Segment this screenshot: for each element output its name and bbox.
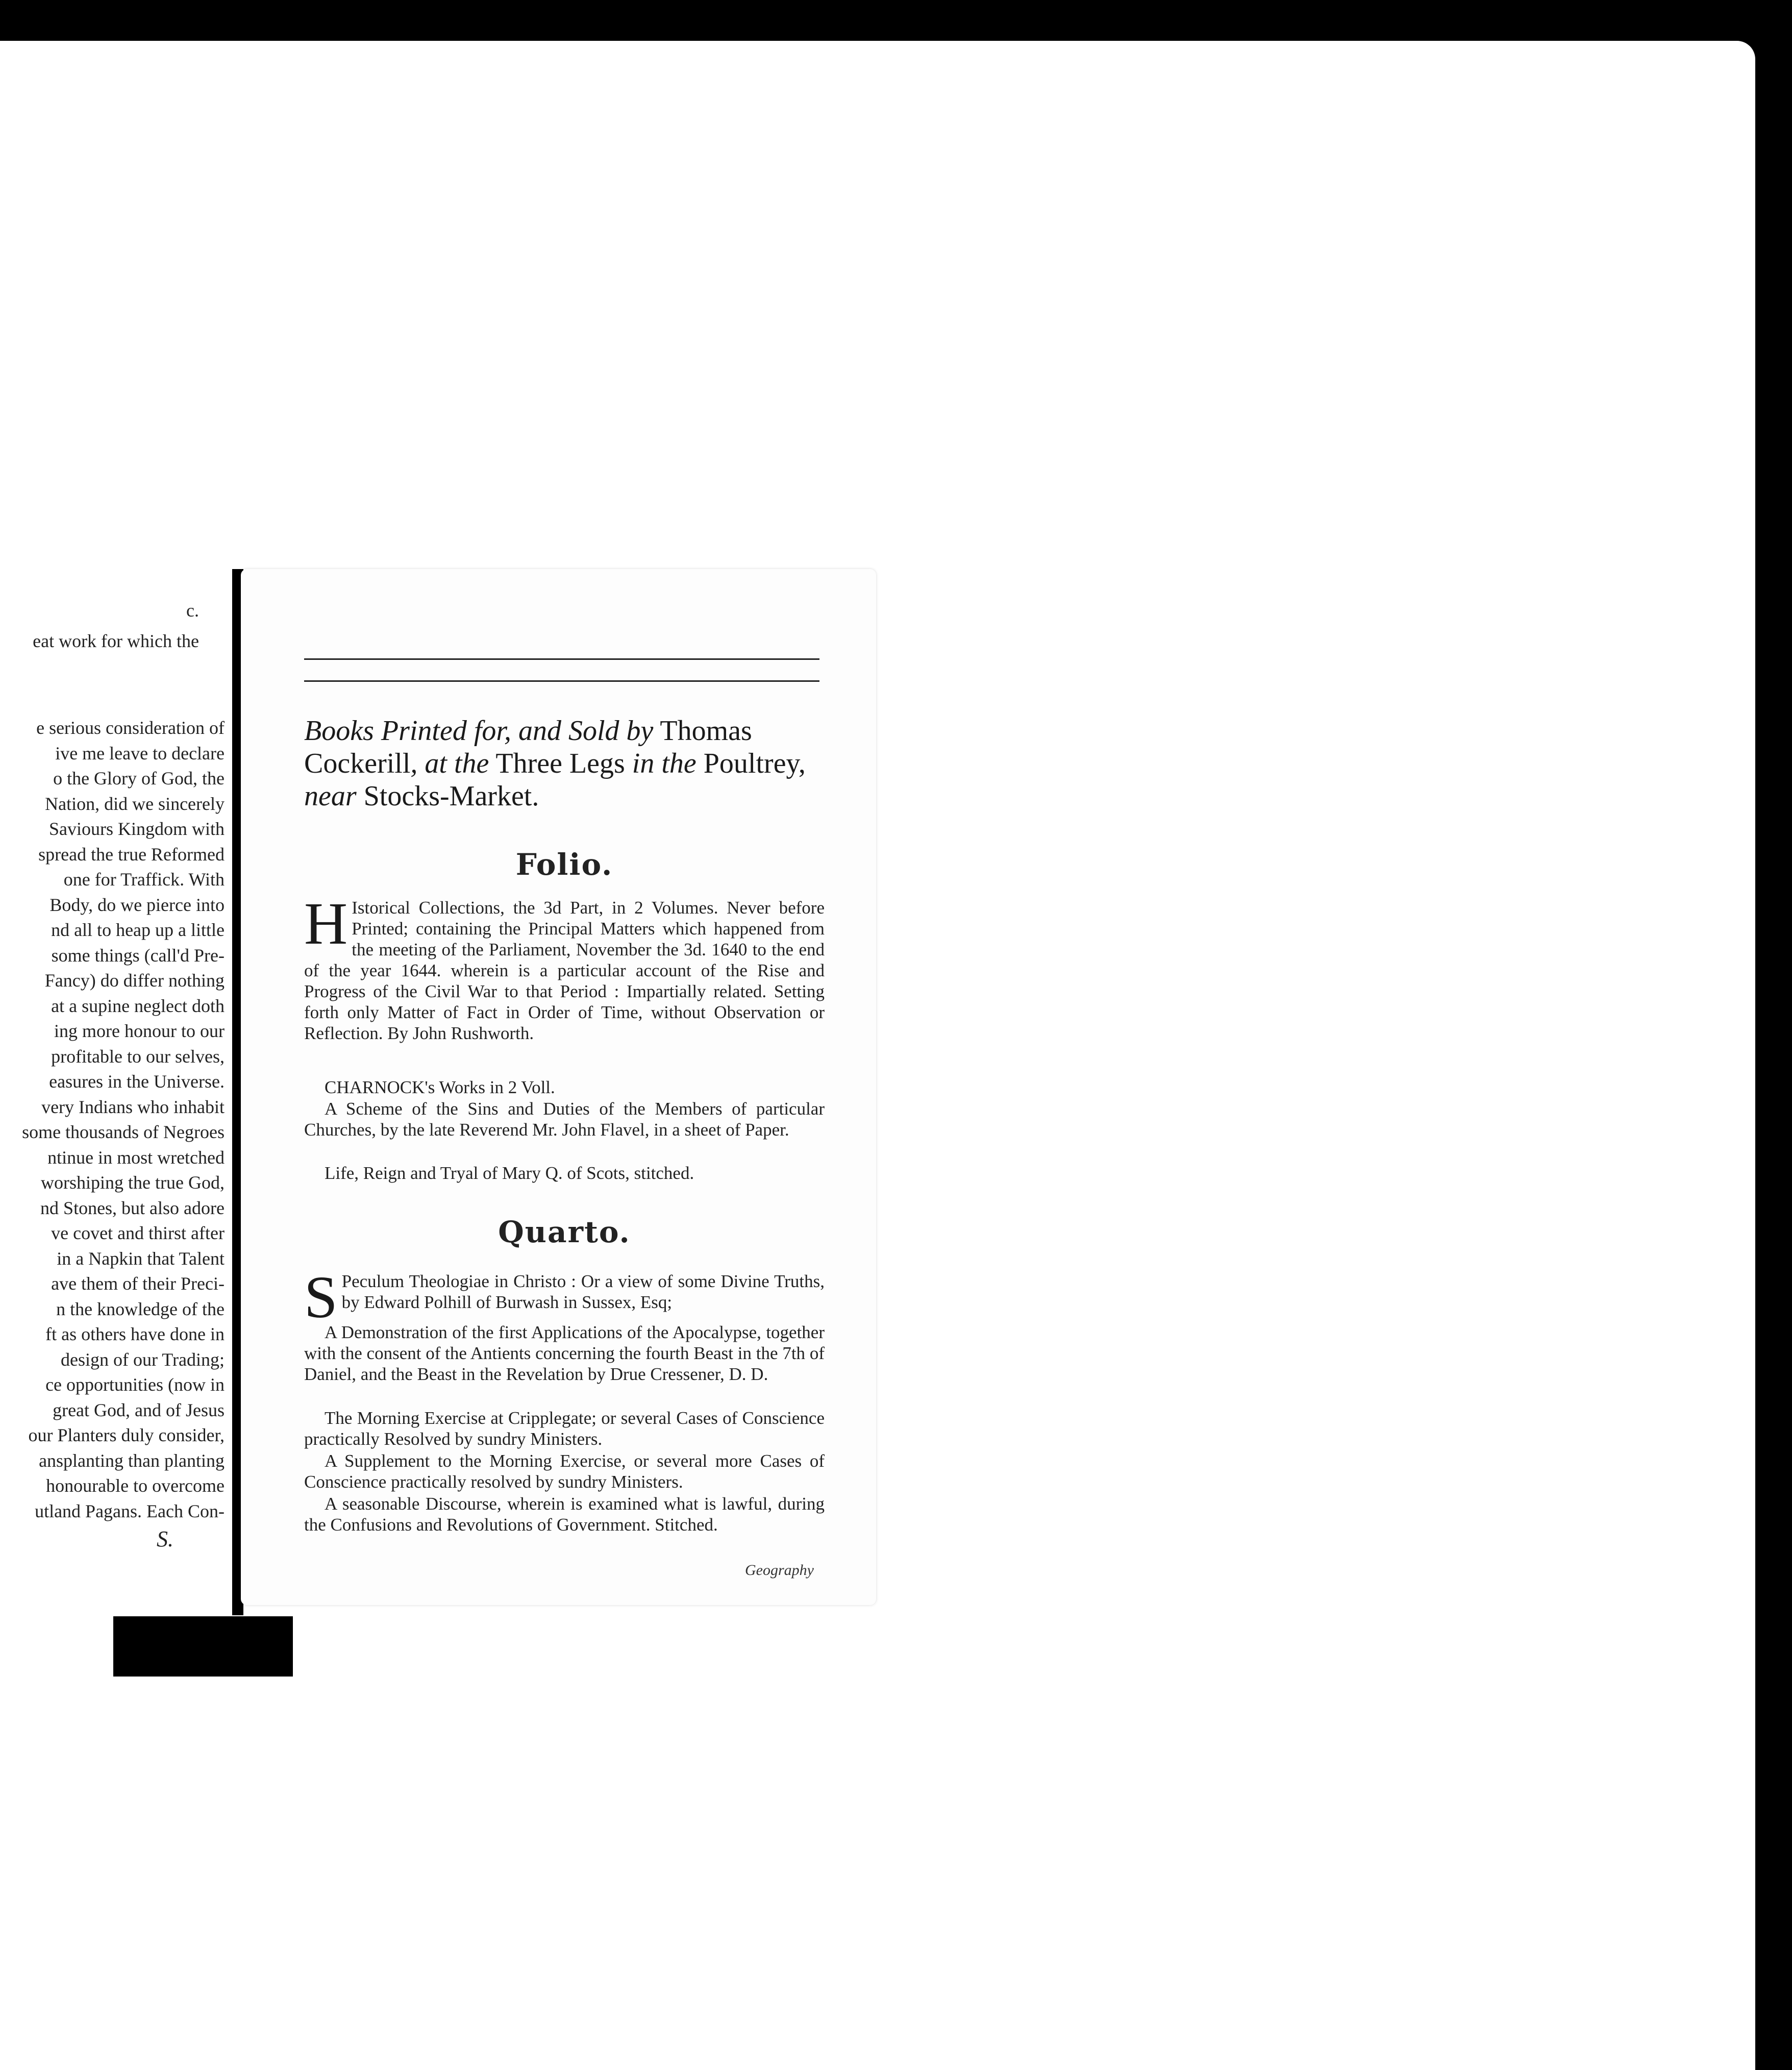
- entry-text: A Demonstration of the first Applications of the Apocalypse, together with the consent of the Antients concerning the fourth Beast in the 7th of Daniel, and the Beast in the Revelation by Drue Cressener, D. D.: [304, 1322, 825, 1384]
- heading-part: Thomas Cockerill: [304, 715, 752, 779]
- gutter-foot-block: [113, 1616, 293, 1677]
- section-title-folio: Folio.: [515, 847, 613, 882]
- top-rule-second: [304, 680, 819, 682]
- entry-text: Istorical Collections, the 3d Part, in 2 Volumes. Never before Printed; containing the Principal Matters which happened from the meeting of the Parliament, November the 3d. 1640 to the end of the year 1644. wherein is a particular account of the Rise and Progress of the Civil War to that Period : Impartially related. Setting forth only Matter of Fact in Order of Time, without Observation or Reflection. By John Rushworth.: [304, 898, 825, 1043]
- left-page-line: ce opportunities (now in: [45, 1374, 225, 1395]
- heading-part: , at the: [410, 748, 489, 779]
- left-partial-page: [0, 569, 235, 1615]
- left-page-line: n the knowledge of the: [56, 1298, 225, 1319]
- left-page-line: ansplanting than planting: [39, 1450, 225, 1471]
- book-entry: [304, 1493, 825, 1535]
- entry-text: The Morning Exercise at Cripplegate; or several Cases of Conscience practically Resolved by sundry Ministers.: [304, 1408, 825, 1449]
- heading-part: Poultrey,: [696, 748, 806, 779]
- left-page-line: our Planters duly consider,: [28, 1425, 225, 1445]
- book-entry: [304, 1098, 825, 1140]
- entry-text: CHARNOCK's Works in 2 Voll.: [325, 1077, 555, 1097]
- drop-capital: H: [304, 890, 348, 957]
- book-entry: [304, 1322, 825, 1385]
- book-entry: [304, 1163, 825, 1184]
- left-page-line: ntinue in most wretched: [47, 1147, 225, 1168]
- left-page-line: in a Napkin that Talent: [57, 1248, 225, 1269]
- heading-part: near: [304, 780, 357, 812]
- catchword: Geography: [745, 1562, 814, 1579]
- left-page-line: ve covet and thirst after: [51, 1223, 225, 1243]
- left-page-line: Body, do we pierce into: [49, 894, 225, 915]
- book-entry: [304, 890, 825, 1044]
- book-entry: [304, 1264, 825, 1330]
- left-page-line: spread the true Reformed: [38, 844, 225, 865]
- left-page-line: ave them of their Preci-: [51, 1273, 225, 1294]
- left-page-line: eat work for which the: [33, 631, 199, 651]
- left-page-line: o the Glory of God, the: [53, 768, 225, 788]
- left-page-line: at a supine neglect doth: [51, 995, 225, 1016]
- top-rule: [304, 658, 819, 660]
- left-page-line: Saviours Kingdom with: [48, 819, 225, 839]
- book-entry: [304, 1077, 825, 1098]
- drop-capital: S: [304, 1264, 338, 1330]
- left-page-line: profitable to our selves,: [51, 1046, 225, 1067]
- heading-part: Stocks-Market.: [356, 780, 539, 812]
- left-page-line: utland Pagans. Each Con-: [35, 1500, 225, 1521]
- left-page-line: ing more honour to our: [54, 1021, 225, 1041]
- left-page-line: Fancy) do differ nothing: [44, 970, 225, 991]
- entry-text: A Supplement to the Morning Exercise, or several more Cases of Conscience practically resolved by sundry Ministers.: [304, 1451, 825, 1492]
- left-page-line: design of our Trading;: [60, 1349, 225, 1370]
- left-page-line: Nation, did we sincerely: [45, 793, 225, 814]
- left-page-signature: S.: [157, 1526, 173, 1551]
- left-page-line: c.: [186, 600, 199, 621]
- left-page-line: worshiping the true God,: [41, 1172, 225, 1193]
- page-heading: [304, 714, 825, 812]
- left-page-line: e serious consideration of: [36, 718, 225, 738]
- left-page-line: some thousands of Negroes: [22, 1122, 225, 1142]
- book-entry: [304, 1450, 825, 1492]
- entry-text: A seasonable Discourse, wherein is examined what is lawful, during the Confusions and Revolutions of Government. Stitched.: [304, 1494, 825, 1535]
- left-page-line: easures in the Universe.: [49, 1071, 225, 1092]
- heading-part: Three Legs: [489, 748, 632, 779]
- scan-edge-strip: [1755, 87, 1792, 2070]
- left-page-line: honourable to overcome: [46, 1475, 225, 1496]
- left-page-line: ft as others have done in: [45, 1324, 225, 1344]
- left-page-line: one for Traffick. With: [63, 869, 225, 890]
- heading-part: in the: [632, 748, 696, 779]
- heading-part: Books Printed for, and Sold by: [304, 715, 654, 747]
- left-page-line: great God, and of Jesus: [53, 1399, 225, 1420]
- entry-text: A Scheme of the Sins and Duties of the Members of particular Churches, by the late Reverend Mr. John Flavel, in a sheet of Paper.: [304, 1099, 825, 1140]
- left-page-line: some things (call'd Pre-: [51, 945, 225, 966]
- section-title-quarto: Quarto.: [498, 1215, 631, 1249]
- left-page-line: ive me leave to declare: [55, 743, 225, 763]
- left-page-line: nd Stones, but also adore: [40, 1197, 225, 1218]
- entry-text: Life, Reign and Tryal of Mary Q. of Scots, stitched.: [325, 1163, 694, 1183]
- left-page-line: nd all to heap up a little: [51, 920, 225, 940]
- entry-text: Peculum Theologiae in Christo : Or a view of some Divine Truths, by Edward Polhill of Burwash in Sussex, Esq;: [341, 1271, 825, 1312]
- book-entry: [304, 1408, 825, 1449]
- left-page-line: very Indians who inhabit: [41, 1096, 225, 1117]
